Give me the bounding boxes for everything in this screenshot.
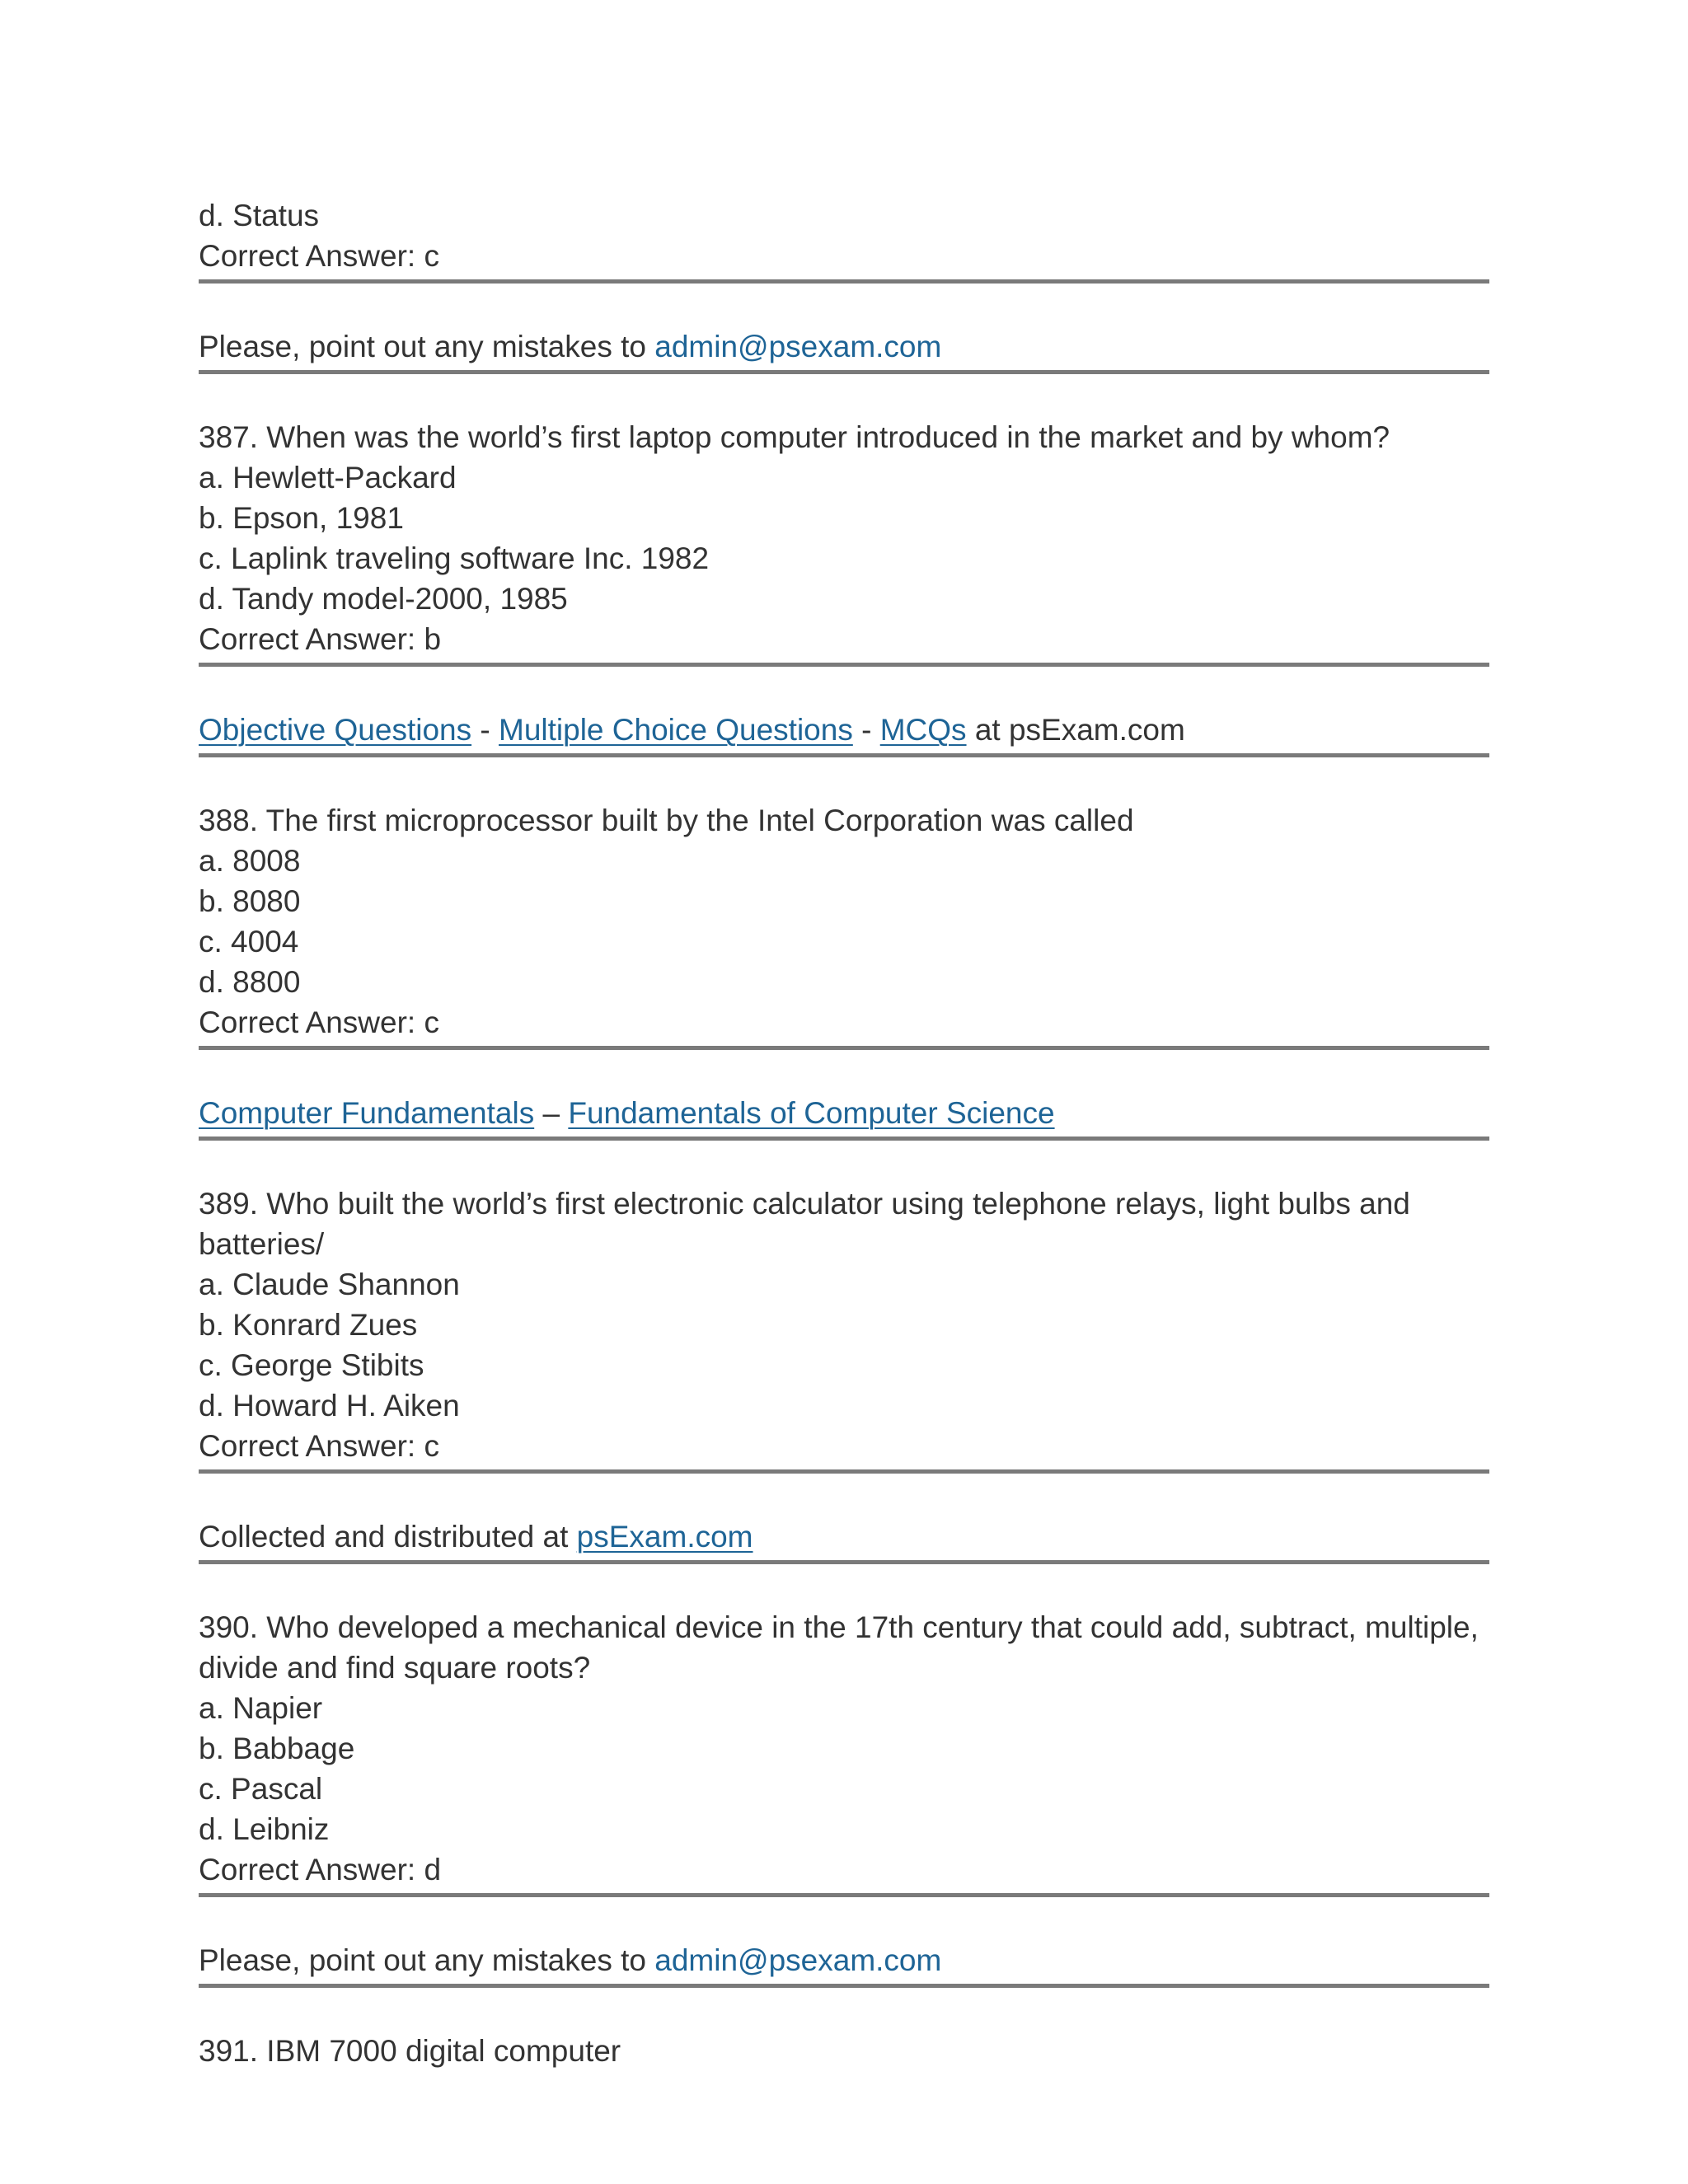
option-d: d. 8800: [199, 965, 301, 999]
correct-answer: Correct Answer: c: [199, 1429, 439, 1463]
mistakes-note: [199, 1940, 1489, 1980]
prev-option-d: d. Status: [199, 199, 320, 232]
link-separator: -: [471, 713, 499, 747]
mistakes-note-text: Please, point out any mistakes to: [199, 1943, 655, 1977]
multiple-choice-questions-link[interactable]: Multiple Choice Questions: [499, 713, 853, 747]
option-a: a. Hewlett-Packard: [199, 461, 457, 494]
link-separator: -: [852, 713, 880, 747]
mcqs-link[interactable]: MCQs: [879, 713, 967, 747]
question-text: 391. IBM 7000 digital computer: [199, 2034, 621, 2068]
admin-email-link[interactable]: admin@psexam.com: [654, 1943, 942, 1977]
option-c: c. Laplink traveling software Inc. 1982: [199, 541, 710, 575]
question-387: [199, 417, 1489, 659]
fundamentals-links: [199, 1093, 1489, 1133]
correct-answer: Correct Answer: d: [199, 1853, 442, 1886]
topic-links: [199, 710, 1489, 750]
document-page: [199, 195, 1489, 2071]
mistakes-note: [199, 326, 1489, 367]
divider: [199, 1137, 1489, 1141]
option-a: a. Napier: [199, 1691, 323, 1725]
collected-note: [199, 1516, 1489, 1557]
divider: [199, 1560, 1489, 1564]
question-text: 388. The first microprocessor built by the Intel Corporation was called: [199, 804, 1134, 837]
admin-email-link[interactable]: admin@psexam.com: [654, 330, 942, 363]
divider: [199, 370, 1489, 374]
correct-answer: Correct Answer: b: [199, 622, 442, 656]
computer-fundamentals-link[interactable]: Computer Fundamentals: [199, 1096, 535, 1130]
site-mention: at psExam.com: [966, 713, 1185, 747]
question-text-line-2: batteries/: [199, 1227, 325, 1261]
psexam-link[interactable]: psExam.com: [576, 1520, 753, 1554]
option-c: c. Pascal: [199, 1772, 323, 1806]
objective-questions-link[interactable]: Objective Questions: [199, 713, 472, 747]
question-text-line-2: divide and find square roots?: [199, 1651, 591, 1685]
mistakes-note-text: Please, point out any mistakes to: [199, 330, 655, 363]
collected-note-text: Collected and distributed at: [199, 1520, 577, 1554]
link-separator: –: [534, 1096, 569, 1130]
divider: [199, 753, 1489, 757]
option-b: b. 8080: [199, 884, 301, 918]
option-b: b. Konrard Zues: [199, 1308, 418, 1342]
question-389: [199, 1183, 1489, 1466]
divider: [199, 663, 1489, 667]
divider: [199, 1469, 1489, 1474]
option-d: d. Tandy model-2000, 1985: [199, 582, 568, 616]
divider: [199, 1984, 1489, 1988]
divider: [199, 279, 1489, 284]
divider: [199, 1893, 1489, 1897]
question-391: [199, 2031, 1489, 2071]
option-c: c. George Stibits: [199, 1348, 424, 1382]
prev-correct-answer: Correct Answer: c: [199, 239, 439, 273]
option-d: d. Leibniz: [199, 1812, 330, 1846]
option-b: b. Epson, 1981: [199, 501, 404, 535]
question-text: 387. When was the world’s first laptop computer introduced in the market and by whom?: [199, 420, 1390, 454]
question-text-line-1: 390. Who developed a mechanical device in the 17th century that could add, subtract, multiple,: [199, 1610, 1479, 1644]
correct-answer: Correct Answer: c: [199, 1005, 439, 1039]
option-a: a. Claude Shannon: [199, 1268, 460, 1301]
question-390: [199, 1607, 1489, 1890]
option-a: a. 8008: [199, 844, 301, 878]
question-388: [199, 800, 1489, 1043]
question-text-line-1: 389. Who built the world’s first electronic calculator using telephone relays, light bulbs and: [199, 1187, 1410, 1221]
option-b: b. Babbage: [199, 1732, 355, 1765]
fundamentals-of-computer-science-link[interactable]: Fundamentals of Computer Science: [568, 1096, 1055, 1130]
option-d: d. Howard H. Aiken: [199, 1389, 460, 1422]
divider: [199, 1046, 1489, 1050]
option-c: c. 4004: [199, 925, 299, 958]
